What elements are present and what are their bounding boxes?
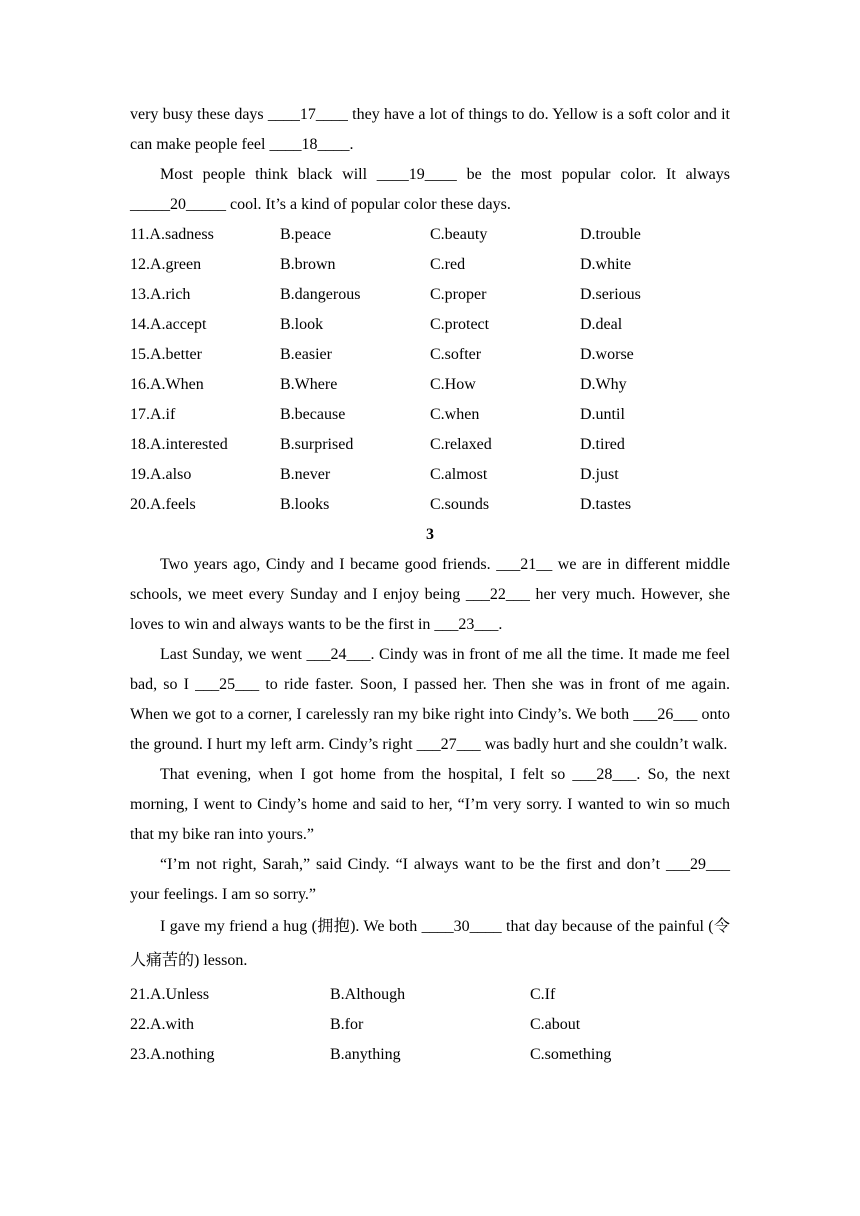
question-row-13 (130, 280, 730, 310)
question-row-20 (130, 490, 730, 520)
option-d: D.tired (580, 436, 625, 453)
option-a: 20.A.feels (130, 496, 196, 513)
option-a: 13.A.rich (130, 286, 191, 303)
option-a: 11.A.sadness (130, 226, 214, 243)
option-c: C.when (430, 406, 480, 423)
question-row-23 (130, 1040, 730, 1070)
question-row-22 (130, 1010, 730, 1040)
option-d: D.serious (580, 286, 641, 303)
option-b: B.Although (330, 986, 406, 1003)
question-row-16 (130, 370, 730, 400)
option-a: 23.A.nothing (130, 1046, 215, 1063)
question-row-15 (130, 340, 730, 370)
question-row-19 (130, 460, 730, 490)
option-c: C.proper (430, 286, 487, 303)
option-b: B.dangerous (280, 286, 361, 303)
option-d: D.Why (580, 376, 627, 393)
option-c: C.almost (430, 466, 488, 483)
option-b: B.look (280, 316, 324, 333)
option-d: D.white (580, 256, 632, 273)
section-heading-3: 3 (426, 526, 434, 543)
option-c: C.sounds (430, 496, 490, 513)
option-b: B.looks (280, 496, 330, 513)
question-row-21 (130, 980, 730, 1010)
document-page (130, 100, 730, 1070)
option-d: D.deal (580, 316, 623, 333)
option-b: B.never (280, 466, 331, 483)
option-a: 14.A.accept (130, 316, 207, 333)
option-a: 22.A.with (130, 1016, 194, 1033)
option-b: B.easier (280, 346, 332, 363)
option-c: C.How (430, 376, 476, 393)
option-a: 15.A.better (130, 346, 202, 363)
passage-2-paragraph-2: Most people think black will ____19____ be the most popular color. It always _____20_____ cool. It’s a kind of popular color these days. (130, 166, 730, 213)
option-a: 19.A.also (130, 466, 192, 483)
option-a: 12.A.green (130, 256, 202, 273)
option-b: B.anything (330, 1046, 401, 1063)
option-b: B.brown (280, 256, 336, 273)
question-row-12 (130, 250, 730, 280)
passage-3-paragraph-5: I gave my friend a hug (拥抱). We both ____30____ that day because of the painful (令人痛苦的) lesson. (130, 918, 730, 969)
option-c: C.protect (430, 316, 490, 333)
option-c: C.If (530, 986, 556, 1003)
option-d: D.worse (580, 346, 634, 363)
option-a: 16.A.When (130, 376, 204, 393)
option-b: B.surprised (280, 436, 354, 453)
question-row-17 (130, 400, 730, 430)
option-c: C.beauty (430, 226, 488, 243)
option-d: D.trouble (580, 226, 641, 243)
passage-3-paragraph-1: Two years ago, Cindy and I became good friends. ___21__ we are in different middle schools, we meet every Sunday and I enjoy being ___22___ her very much. However, she loves to win and always wants to be the first in ___23___. (130, 556, 730, 633)
option-a: 18.A.interested (130, 436, 228, 453)
question-row-18 (130, 430, 730, 460)
option-c: C.relaxed (430, 436, 492, 453)
option-d: D.tastes (580, 496, 632, 513)
option-a: 21.A.Unless (130, 986, 210, 1003)
option-c: C.softer (430, 346, 482, 363)
passage-3-paragraph-2: Last Sunday, we went ___24___. Cindy was in front of me all the time. It made me feel bad, so I ___25___ to ride faster. Soon, I passed her. Then she was in front of me again. When we got to a corner, I carelessly ran my bike right into Cindy’s. We both ___26___ onto the ground. I hurt my left arm. Cindy’s right ___27___ was badly hurt and she couldn’t walk. (130, 646, 730, 753)
option-c: C.red (430, 256, 466, 273)
option-c: C.something (530, 1046, 612, 1063)
option-b: B.for (330, 1016, 364, 1033)
question-row-14 (130, 310, 730, 340)
option-b: B.Where (280, 376, 338, 393)
passage-3-paragraph-4: “I’m not right, Sarah,” said Cindy. “I always want to be the first and don’t ___29___ your feelings. I am so sorry.” (130, 856, 730, 903)
passage-2-options (130, 220, 730, 520)
option-d: D.just (580, 466, 619, 483)
passage-3-paragraph-3: That evening, when I got home from the hospital, I felt so ___28___. So, the next morning, I went to Cindy’s home and said to her, “I’m very sorry. I wanted to win so much that my bike ran into yours.” (130, 766, 730, 843)
question-row-11 (130, 220, 730, 250)
option-b: B.because (280, 406, 346, 423)
passage-2-paragraph-1: very busy these days ____17____ they have a lot of things to do. Yellow is a soft color and it can make people feel ____18____. (130, 106, 730, 153)
passage-3-options (130, 980, 730, 1070)
option-b: B.peace (280, 226, 332, 243)
option-a: 17.A.if (130, 406, 176, 423)
option-c: C.about (530, 1016, 581, 1033)
option-d: D.until (580, 406, 625, 423)
